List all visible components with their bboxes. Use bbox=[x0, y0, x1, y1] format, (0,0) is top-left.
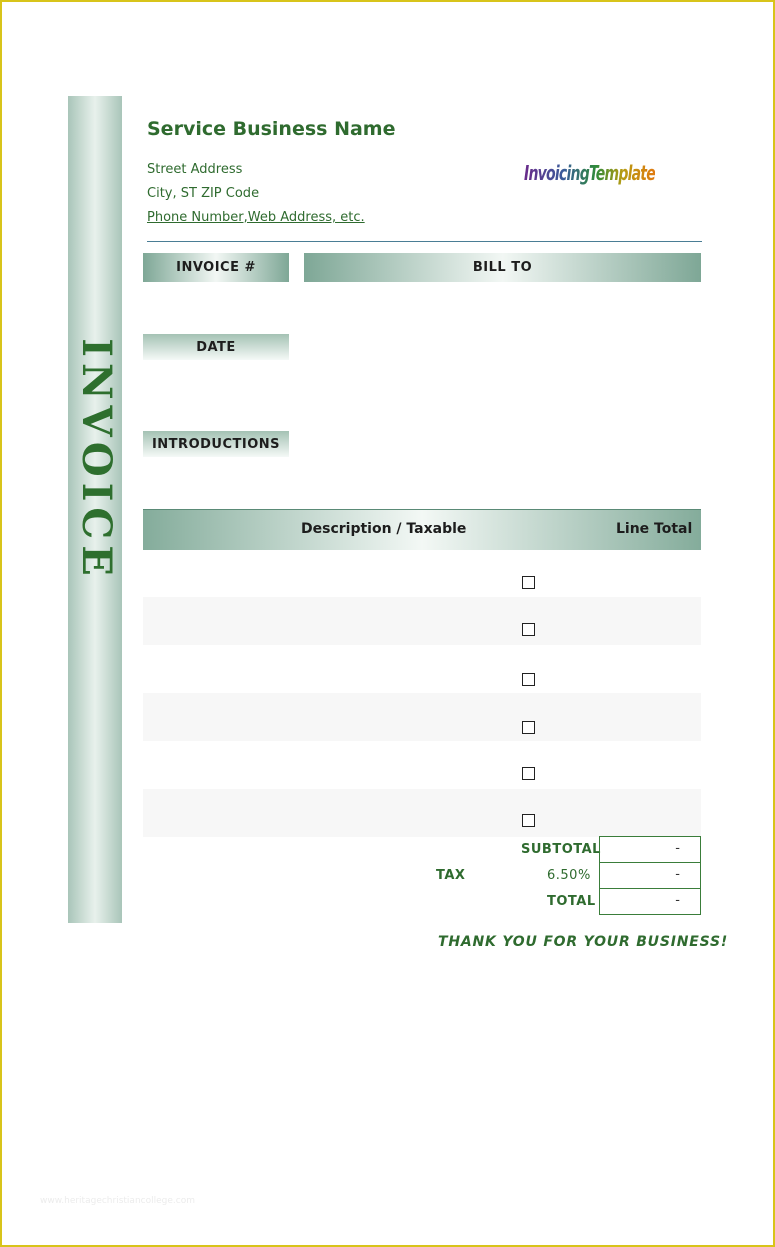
taxable-checkbox[interactable] bbox=[522, 814, 535, 827]
taxable-checkbox[interactable] bbox=[522, 576, 535, 589]
subtotal-label: SUBTOTAL bbox=[521, 842, 601, 857]
date-label: DATE bbox=[143, 334, 289, 360]
tax-rate: 6.50% bbox=[547, 868, 591, 883]
table-row bbox=[143, 741, 701, 789]
table-row bbox=[143, 597, 701, 645]
table-row bbox=[143, 549, 701, 597]
sidebar-title: INVOICE bbox=[73, 338, 120, 582]
total-label: TOTAL bbox=[547, 894, 596, 909]
contact-link[interactable]: Phone Number,Web Address, etc. bbox=[147, 210, 365, 225]
table-row bbox=[143, 693, 701, 741]
taxable-checkbox[interactable] bbox=[522, 767, 535, 780]
taxable-checkbox[interactable] bbox=[522, 673, 535, 686]
watermark: www.heritagechristiancollege.com bbox=[40, 1196, 195, 1206]
table-row bbox=[143, 645, 701, 693]
tax-label: TAX bbox=[436, 868, 466, 883]
line-total-column-header: Line Total bbox=[616, 521, 693, 537]
taxable-checkbox[interactable] bbox=[522, 623, 535, 636]
business-name: Service Business Name bbox=[147, 118, 396, 140]
table-row bbox=[143, 789, 701, 837]
city-state-zip: City, ST ZIP Code bbox=[147, 186, 260, 201]
company-logo: InvoicingTemplate bbox=[524, 161, 655, 185]
items-table-header bbox=[143, 509, 701, 550]
header-divider bbox=[147, 241, 702, 242]
total-value: - bbox=[599, 888, 701, 915]
description-column-header: Description / Taxable bbox=[301, 521, 467, 537]
tax-value: - bbox=[599, 862, 701, 889]
invoice-number-label: INVOICE # bbox=[143, 253, 289, 282]
taxable-checkbox[interactable] bbox=[522, 721, 535, 734]
introductions-label: INTRODUCTIONS bbox=[143, 431, 289, 457]
street-address: Street Address bbox=[147, 162, 243, 177]
thank-you-message: THANK YOU FOR YOUR BUSINESS! bbox=[438, 934, 729, 950]
subtotal-value: - bbox=[599, 836, 701, 863]
bill-to-label: BILL TO bbox=[304, 253, 701, 282]
